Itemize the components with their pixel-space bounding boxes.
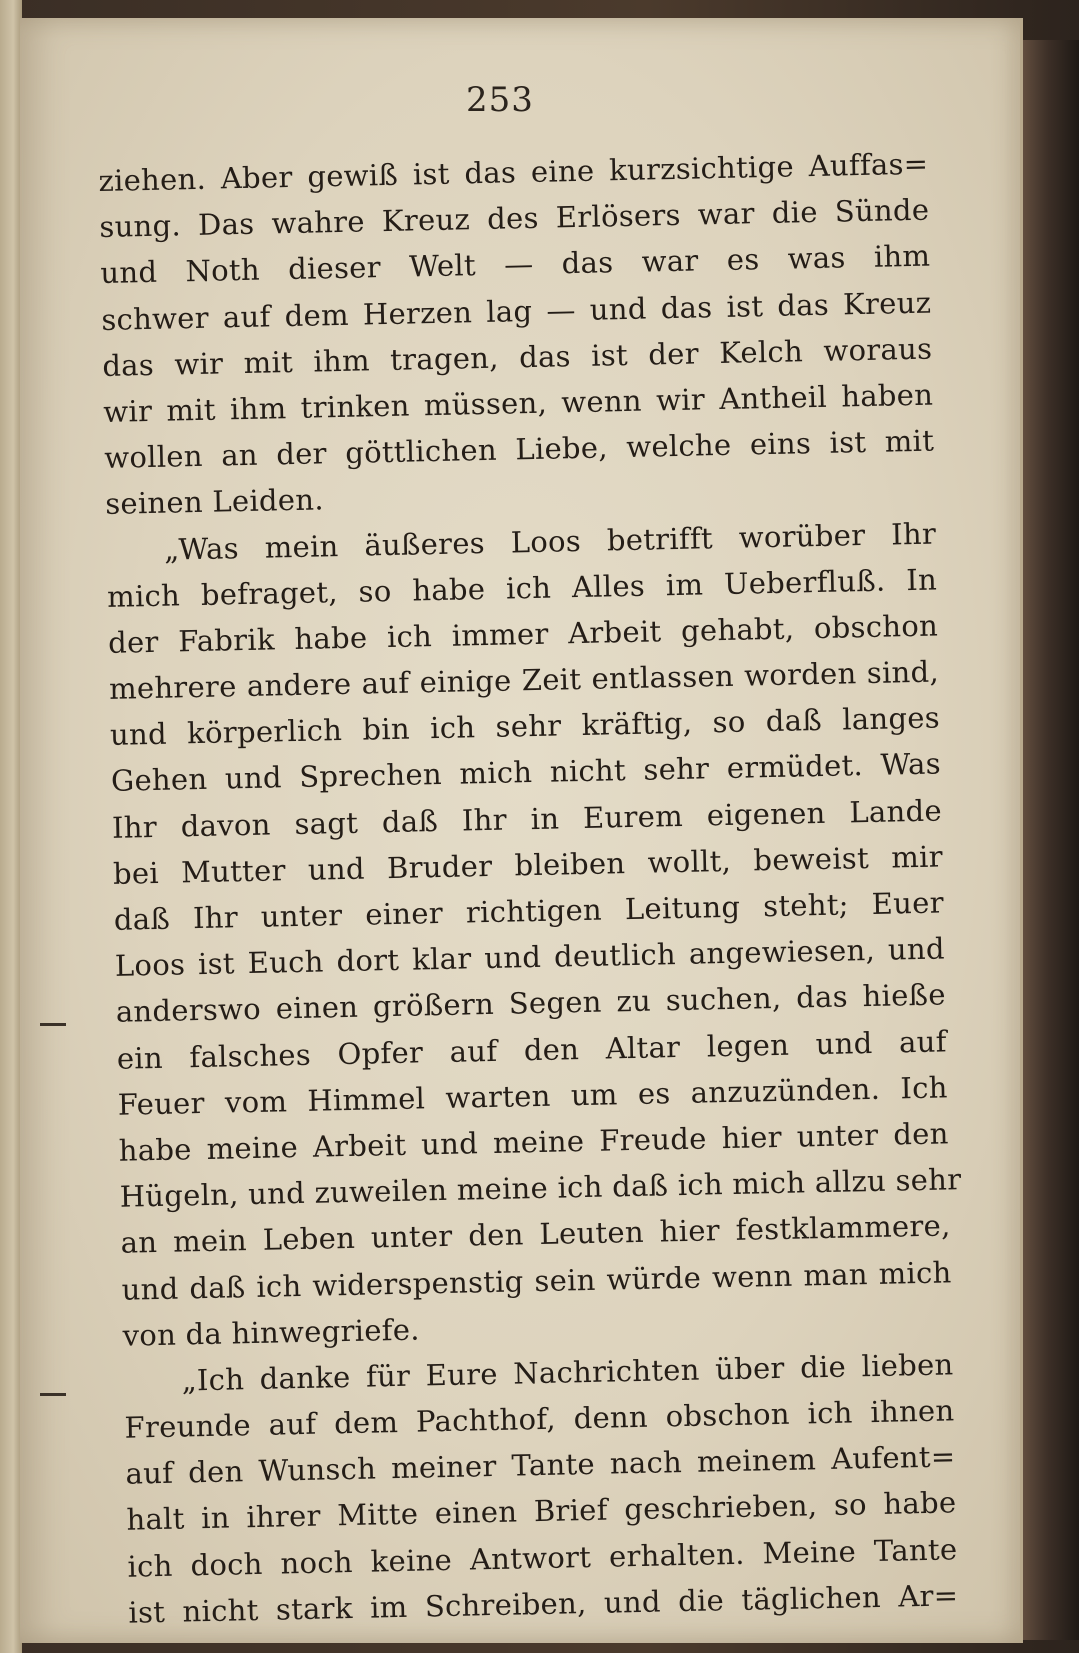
- text-line: der Fabrik habe ich immer Arbeit gehabt, obschon: [107, 608, 939, 660]
- text-line: mehrere andere auf einige Zeit entlassen worden sind,: [108, 654, 940, 706]
- text-line: Loos ist Euch dort klar und deutlich angewiesen, und: [114, 931, 946, 984]
- text-line: mich befraget, so habe ich Alles im Ueberfluß. In: [106, 562, 938, 614]
- text-line: habe meine Arbeit und meine Freude hier unter den: [118, 1116, 949, 1168]
- text-line: sung. Das wahre Kreuz des Erlösers war die Sünde: [99, 192, 930, 245]
- text-line: „Ich danke für Eure Nachrichten über die lieben: [181, 1347, 954, 1398]
- margin-mark: [40, 1023, 66, 1026]
- text-line: von da hinwegriefe.: [122, 1312, 421, 1353]
- text-line: ich doch noch keine Antwort erhalten. Meine Tante: [127, 1531, 958, 1584]
- text-line: wollen an der göttlichen Liebe, welche eins ist mit: [103, 423, 935, 476]
- text-line: bei Mutter und Bruder bleiben wollt, beweist mir: [112, 839, 944, 891]
- text-line: halt in ihrer Mitte einen Brief geschrieben, so habe: [126, 1485, 957, 1538]
- text-line: ist nicht stark im Schreiben, und die täglichen Ar=: [128, 1578, 959, 1630]
- page-edge: [1017, 40, 1079, 1640]
- text-line: Gehen und Sprechen mich nicht sehr ermüdet. Was: [110, 746, 942, 799]
- text-line: auf den Wunsch meiner Tante nach meinem Aufent=: [125, 1439, 956, 1491]
- text-line: schwer auf dem Herzen lag — und das ist das Kreuz: [101, 285, 932, 337]
- text-line: Hügeln, und zuweilen meine ich daß ich mich allzu sehr: [119, 1162, 962, 1214]
- margin-mark: [40, 1393, 66, 1396]
- text-line: ziehen. Aber gewiß ist das eine kurzsichtige Auffas=: [98, 146, 929, 198]
- text-line: daß Ihr unter einer richtigen Leitung steht; Euer: [113, 885, 945, 937]
- book-spine: [0, 0, 22, 1653]
- text-line: Ihr davon sagt daß Ihr in Eurem eigenen Lande: [111, 793, 943, 845]
- text-line: Feuer vom Himmel warten um es anzuzünden. Ich: [117, 1070, 949, 1122]
- page-text: [98, 141, 962, 1636]
- text-line: anderswo einen größern Segen zu suchen, das hieße: [115, 977, 947, 1030]
- book-page: [20, 18, 1023, 1643]
- text-line: wir mit ihm trinken müssen, wenn wir Antheil haben: [102, 377, 934, 429]
- text-line: an mein Leben unter den Leuten hier festklammere,: [120, 1208, 951, 1261]
- text-line: seinen Leiden.: [104, 482, 325, 522]
- text-line: und körperlich bin ich sehr kräftig, so daß langes: [109, 700, 941, 753]
- text-line: und Noth dieser Welt — das war es was ihm: [100, 238, 931, 291]
- text-line: ein falsches Opfer auf den Altar legen und auf: [116, 1023, 948, 1076]
- text-line: „Was mein äußeres Loos betrifft worüber Ihr: [163, 516, 937, 567]
- text-line: das wir mit ihm tragen, das ist der Kelch woraus: [101, 331, 933, 383]
- text-line: Freunde auf dem Pachthof, denn obschon ich ihnen: [124, 1393, 955, 1445]
- text-line: und daß ich widerspenstig sein würde wenn man mich: [121, 1254, 952, 1307]
- page-number: 253: [466, 80, 534, 120]
